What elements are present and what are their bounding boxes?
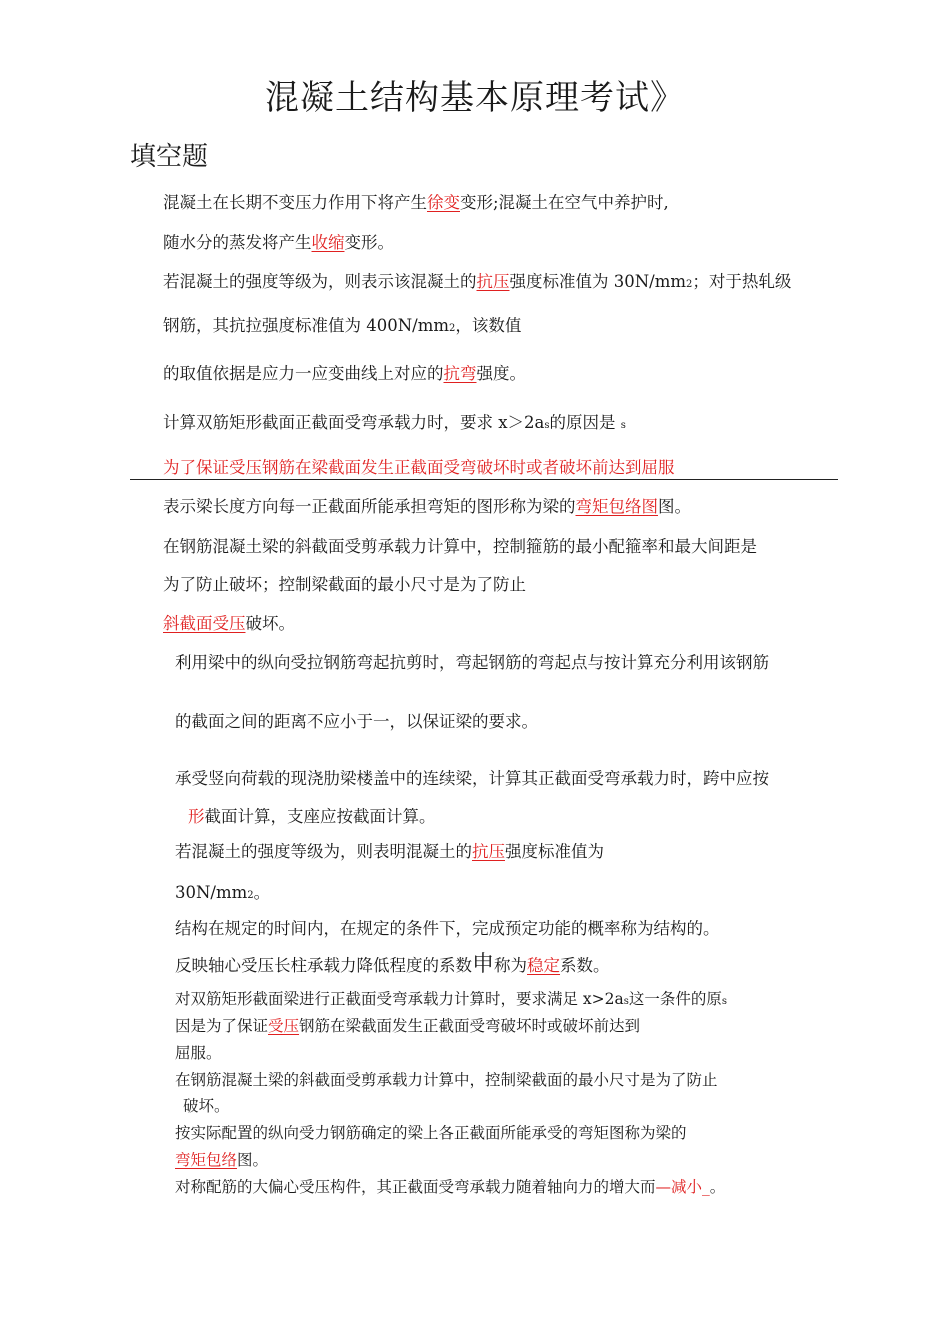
text: 对双筋矩形截面梁进行正截面受弯承载力计算时，要求满足 x>2a (175, 990, 624, 1008)
question-line-6 (163, 412, 626, 437)
superscript: 2 (247, 890, 254, 901)
text: 破坏。 (245, 614, 295, 633)
text: ，该数值 (455, 316, 522, 335)
text: 强度标准值为 30N/mm (509, 272, 687, 291)
question-line-9: 在钢筋混凝土梁的斜截面受剪承载力计算中，控制箍筋的最小配箍率和最大间距是 (163, 537, 757, 556)
text: 称为 (494, 956, 528, 975)
question-line-17 (175, 882, 270, 907)
subscript: s (721, 996, 728, 1007)
text: 的原因是 (549, 413, 616, 432)
answer-text: 抗压 (476, 272, 510, 291)
text: 表示梁长度方向每一正截面所能承担弯矩的图形称为梁的 (163, 497, 576, 516)
section-heading: 填空题 (130, 142, 209, 172)
question-line-1 (163, 192, 669, 214)
superscript: 2 (449, 323, 456, 334)
text: 强度。 (476, 364, 526, 383)
text: 因是为了保证 (175, 1017, 269, 1035)
question-line-24: 破坏。 (183, 1097, 230, 1115)
subscript: s (544, 420, 550, 431)
question-line-21 (175, 1015, 640, 1037)
question-line-25: 按实际配置的纵向受力钢筋确定的梁上各正截面所能承受的弯矩图称为梁的 (175, 1124, 687, 1142)
answer-text: 弯矩包络 (175, 1151, 238, 1169)
subscript: s (620, 420, 626, 431)
question-line-8 (163, 496, 691, 518)
text: 图。 (237, 1151, 269, 1169)
text: 变形;混凝土在空气中养护时, (460, 193, 669, 212)
text: 若混凝土的强度等级为，则表示该混凝土的 (163, 272, 477, 291)
answer-text: 抗弯 (443, 364, 477, 383)
question-line-16 (175, 841, 604, 863)
text: 随水分的蒸发将产生 (163, 233, 312, 252)
text: 反映轴心受压长柱承载力降低程度的系数 (175, 956, 472, 975)
question-line-15 (188, 806, 436, 828)
question-line-20 (175, 988, 727, 1013)
text: ；对于热轧级 (692, 272, 792, 291)
text: 钢筋在梁截面发生正截面受弯破坏时或破坏前达到 (299, 1017, 641, 1035)
text: 图。 (658, 497, 691, 516)
question-line-22: 屈服。 (175, 1044, 222, 1062)
page-title: 混凝土结构基本原理考试》 (265, 78, 685, 118)
question-line-23: 在钢筋混凝土梁的斜截面受剪承载力计算中，控制梁截面的最小尺寸是为了防止 (175, 1071, 718, 1089)
question-line-27 (175, 1176, 725, 1198)
question-line-18: 结构在规定的时间内，在规定的条件下，完成预定功能的概率称为结构的。 (175, 919, 720, 938)
question-line-12: 利用梁中的纵向受拉钢筋弯起抗剪时，弯起钢筋的弯起点与按计算充分利用该钢筋 (175, 653, 769, 672)
text: 的取值依据是应力一应变曲线上对应的 (163, 364, 444, 383)
question-line-14: 承受竖向荷载的现浇肋梁楼盖中的连续梁，计算其正截面受弯承载力时，跨中应按 (175, 769, 769, 788)
question-line-5 (163, 363, 526, 385)
text: 。 (709, 1178, 726, 1196)
question-line-13: 的截面之间的距离不应小于一，以保证梁的要求。 (175, 712, 538, 731)
superscript: 2 (686, 279, 693, 290)
answer-text: 受压 (268, 1017, 300, 1035)
question-line-2 (163, 232, 394, 254)
question-line-3 (163, 271, 791, 296)
text: 变形。 (344, 233, 394, 252)
question-line-26 (175, 1149, 268, 1171)
question-line-19 (175, 954, 610, 977)
subscript: s (623, 996, 629, 1007)
text: 计算双筋矩形截面正截面受弯承载力时，要求 x＞2a (163, 413, 545, 432)
answer-text: 形 (188, 807, 205, 826)
answer-text: —减小_ (655, 1178, 710, 1196)
question-line-11 (163, 613, 295, 635)
answer-text: 斜截面受压 (163, 614, 246, 633)
phi-symbol-text: 申 (472, 952, 495, 977)
text: 钢筋，其抗拉强度标准值为 400N/mm (163, 316, 450, 335)
text: 对称配筋的大偏心受压构件，其正截面受弯承载力随着轴向力的增大而 (175, 1178, 656, 1196)
answer-text: 徐变 (427, 193, 460, 212)
answer-line: 为了保证受压钢筋在梁截面发生正截面受弯破坏时或者破坏前达到屈服 (163, 458, 675, 477)
answer-text: 抗压 (472, 842, 505, 861)
text: 若混凝土的强度等级为，则表明混凝土的 (175, 842, 472, 861)
text: 30N/mm (175, 883, 248, 902)
answer-text: 稳定 (527, 956, 561, 975)
answer-text: 收缩 (311, 233, 345, 252)
text: 系数。 (560, 956, 610, 975)
question-line-4 (163, 315, 521, 340)
text: 强度标准值为 (505, 842, 604, 861)
answer-text: 弯矩包络图 (575, 497, 658, 516)
text: 这一条件的原 (628, 990, 722, 1008)
underline-rule (130, 479, 838, 480)
question-line-10: 为了防止破坏；控制梁截面的最小尺寸是为了防止 (163, 575, 526, 594)
text: 截面计算，支座应按截面计算。 (204, 807, 436, 826)
text: 混凝土在长期不变压力作用下将产生 (163, 193, 427, 212)
text: 。 (253, 883, 271, 902)
